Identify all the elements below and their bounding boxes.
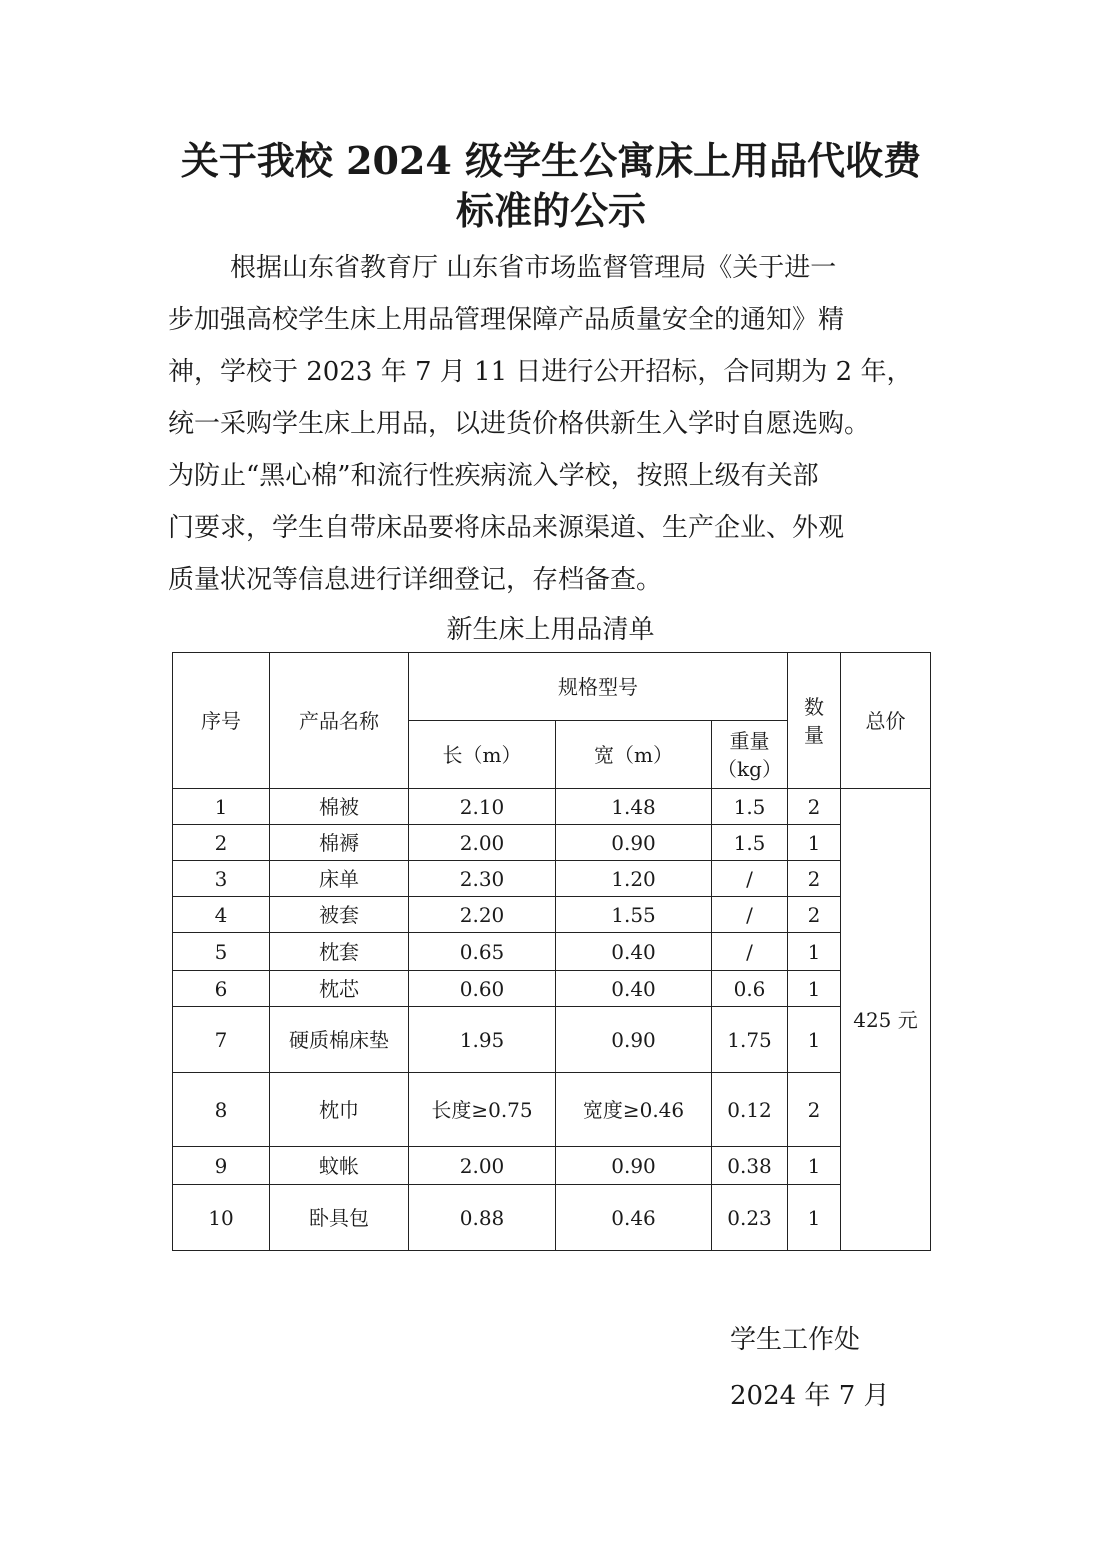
- body-paragraph-line-1: 根据山东省教育厅 山东省市场监督管理局《关于进一: [230, 253, 837, 283]
- header-weight: [712, 721, 788, 789]
- cell-weight: 1.5: [712, 825, 788, 861]
- cell-width: 0.40: [556, 971, 712, 1007]
- table-row: [173, 1185, 931, 1251]
- cell-weight: 1.75: [712, 1007, 788, 1073]
- cell-name: 蚊帐: [270, 1147, 409, 1185]
- cell-qty: 2: [788, 861, 841, 897]
- cell-index: 2: [173, 825, 270, 861]
- document-title-line-2: 标准的公示: [455, 188, 646, 233]
- cell-length: 2.20: [409, 897, 556, 933]
- cell-length: 2.00: [409, 1147, 556, 1185]
- table-row: [173, 1147, 931, 1185]
- signature-department: 学生工作处: [730, 1325, 861, 1355]
- cell-length: 长度≥0.75: [409, 1073, 556, 1147]
- body-paragraph-line-7: 质量状况等信息进行详细登记，存档备查。: [168, 565, 663, 595]
- body-paragraph-line-2: 步加强高校学生床上用品管理保障产品质量安全的通知》精: [168, 305, 845, 335]
- cell-index: 9: [173, 1147, 270, 1185]
- header-qty: [788, 653, 841, 789]
- cell-length: 1.95: [409, 1007, 556, 1073]
- cell-width: 0.90: [556, 1007, 712, 1073]
- table-row: [173, 971, 931, 1007]
- cell-width: 0.40: [556, 933, 712, 971]
- table-caption: 新生床上用品清单: [446, 615, 655, 645]
- cell-qty: 2: [788, 1073, 841, 1147]
- cell-qty: 1: [788, 1007, 841, 1073]
- cell-name: 被套: [270, 897, 409, 933]
- header-weight-line-1: 重量: [729, 728, 770, 753]
- cell-width: 1.20: [556, 861, 712, 897]
- table-row: [173, 933, 931, 971]
- cell-index: 8: [173, 1073, 270, 1147]
- cell-length: 2.30: [409, 861, 556, 897]
- cell-index: 4: [173, 897, 270, 933]
- cell-name: 棉褥: [270, 825, 409, 861]
- table-row: [173, 825, 931, 861]
- table-row: [173, 789, 931, 825]
- header-total: 总价: [841, 653, 931, 789]
- cell-weight: /: [712, 933, 788, 971]
- table-row: [173, 1007, 931, 1073]
- cell-name: 床单: [270, 861, 409, 897]
- cell-qty: 1: [788, 825, 841, 861]
- cell-width: 1.55: [556, 897, 712, 933]
- cell-length: 0.60: [409, 971, 556, 1007]
- header-length: 长（m）: [409, 721, 556, 789]
- body-paragraph-line-4: 统一采购学生床上用品，以进货价格供新生入学时自愿选购。: [168, 409, 871, 439]
- header-name: 产品名称: [270, 653, 409, 789]
- body-paragraph-line-5: 为防止“黑心棉”和流行性疾病流入学校，按照上级有关部: [168, 461, 819, 491]
- cell-name: 枕巾: [270, 1073, 409, 1147]
- cell-weight: /: [712, 861, 788, 897]
- cell-index: 3: [173, 861, 270, 897]
- table-row: [173, 861, 931, 897]
- cell-width: 0.90: [556, 1147, 712, 1185]
- cell-qty: 2: [788, 897, 841, 933]
- cell-name: 枕芯: [270, 971, 409, 1007]
- header-width: 宽（m）: [556, 721, 712, 789]
- cell-qty: 1: [788, 1147, 841, 1185]
- header-qty-line-2: 量: [804, 722, 824, 747]
- cell-weight: 0.23: [712, 1185, 788, 1251]
- cell-length: 2.00: [409, 825, 556, 861]
- cell-weight: 0.38: [712, 1147, 788, 1185]
- cell-index: 6: [173, 971, 270, 1007]
- body-paragraph-line-6: 门要求，学生自带床品要将床品来源渠道、生产企业、外观: [168, 513, 845, 543]
- cell-index: 10: [173, 1185, 270, 1251]
- cell-weight: 0.12: [712, 1073, 788, 1147]
- table-row: [173, 897, 931, 933]
- cell-name: 硬质棉床垫: [270, 1007, 409, 1073]
- cell-qty: 1: [788, 971, 841, 1007]
- cell-index: 1: [173, 789, 270, 825]
- cell-name: 枕套: [270, 933, 409, 971]
- cell-weight: 0.6: [712, 971, 788, 1007]
- document-title-line-1: 关于我校 2024 级学生公寓床上用品代收费: [180, 138, 922, 183]
- cell-width: 0.90: [556, 825, 712, 861]
- cell-qty: 1: [788, 1185, 841, 1251]
- bedding-list-table: [172, 652, 931, 1251]
- cell-qty: 1: [788, 933, 841, 971]
- cell-weight: /: [712, 897, 788, 933]
- header-index: 序号: [173, 653, 270, 789]
- header-qty-line-1: 数: [804, 694, 824, 719]
- cell-length: 0.88: [409, 1185, 556, 1251]
- signature-date: 2024 年 7 月: [730, 1381, 890, 1411]
- body-paragraph-line-3: 神，学校于 2023 年 7 月 11 日进行公开招标，合同期为 2 年，: [168, 357, 913, 387]
- cell-index: 5: [173, 933, 270, 971]
- cell-total-price: 425 元: [841, 789, 931, 1251]
- cell-qty: 2: [788, 789, 841, 825]
- cell-width: 宽度≥0.46: [556, 1073, 712, 1147]
- cell-index: 7: [173, 1007, 270, 1073]
- header-weight-line-2: （kg）: [717, 756, 782, 781]
- cell-length: 2.10: [409, 789, 556, 825]
- table-row: [173, 1073, 931, 1147]
- cell-name: 卧具包: [270, 1185, 409, 1251]
- cell-width: 0.46: [556, 1185, 712, 1251]
- cell-width: 1.48: [556, 789, 712, 825]
- cell-length: 0.65: [409, 933, 556, 971]
- cell-name: 棉被: [270, 789, 409, 825]
- cell-weight: 1.5: [712, 789, 788, 825]
- header-spec: 规格型号: [409, 653, 788, 721]
